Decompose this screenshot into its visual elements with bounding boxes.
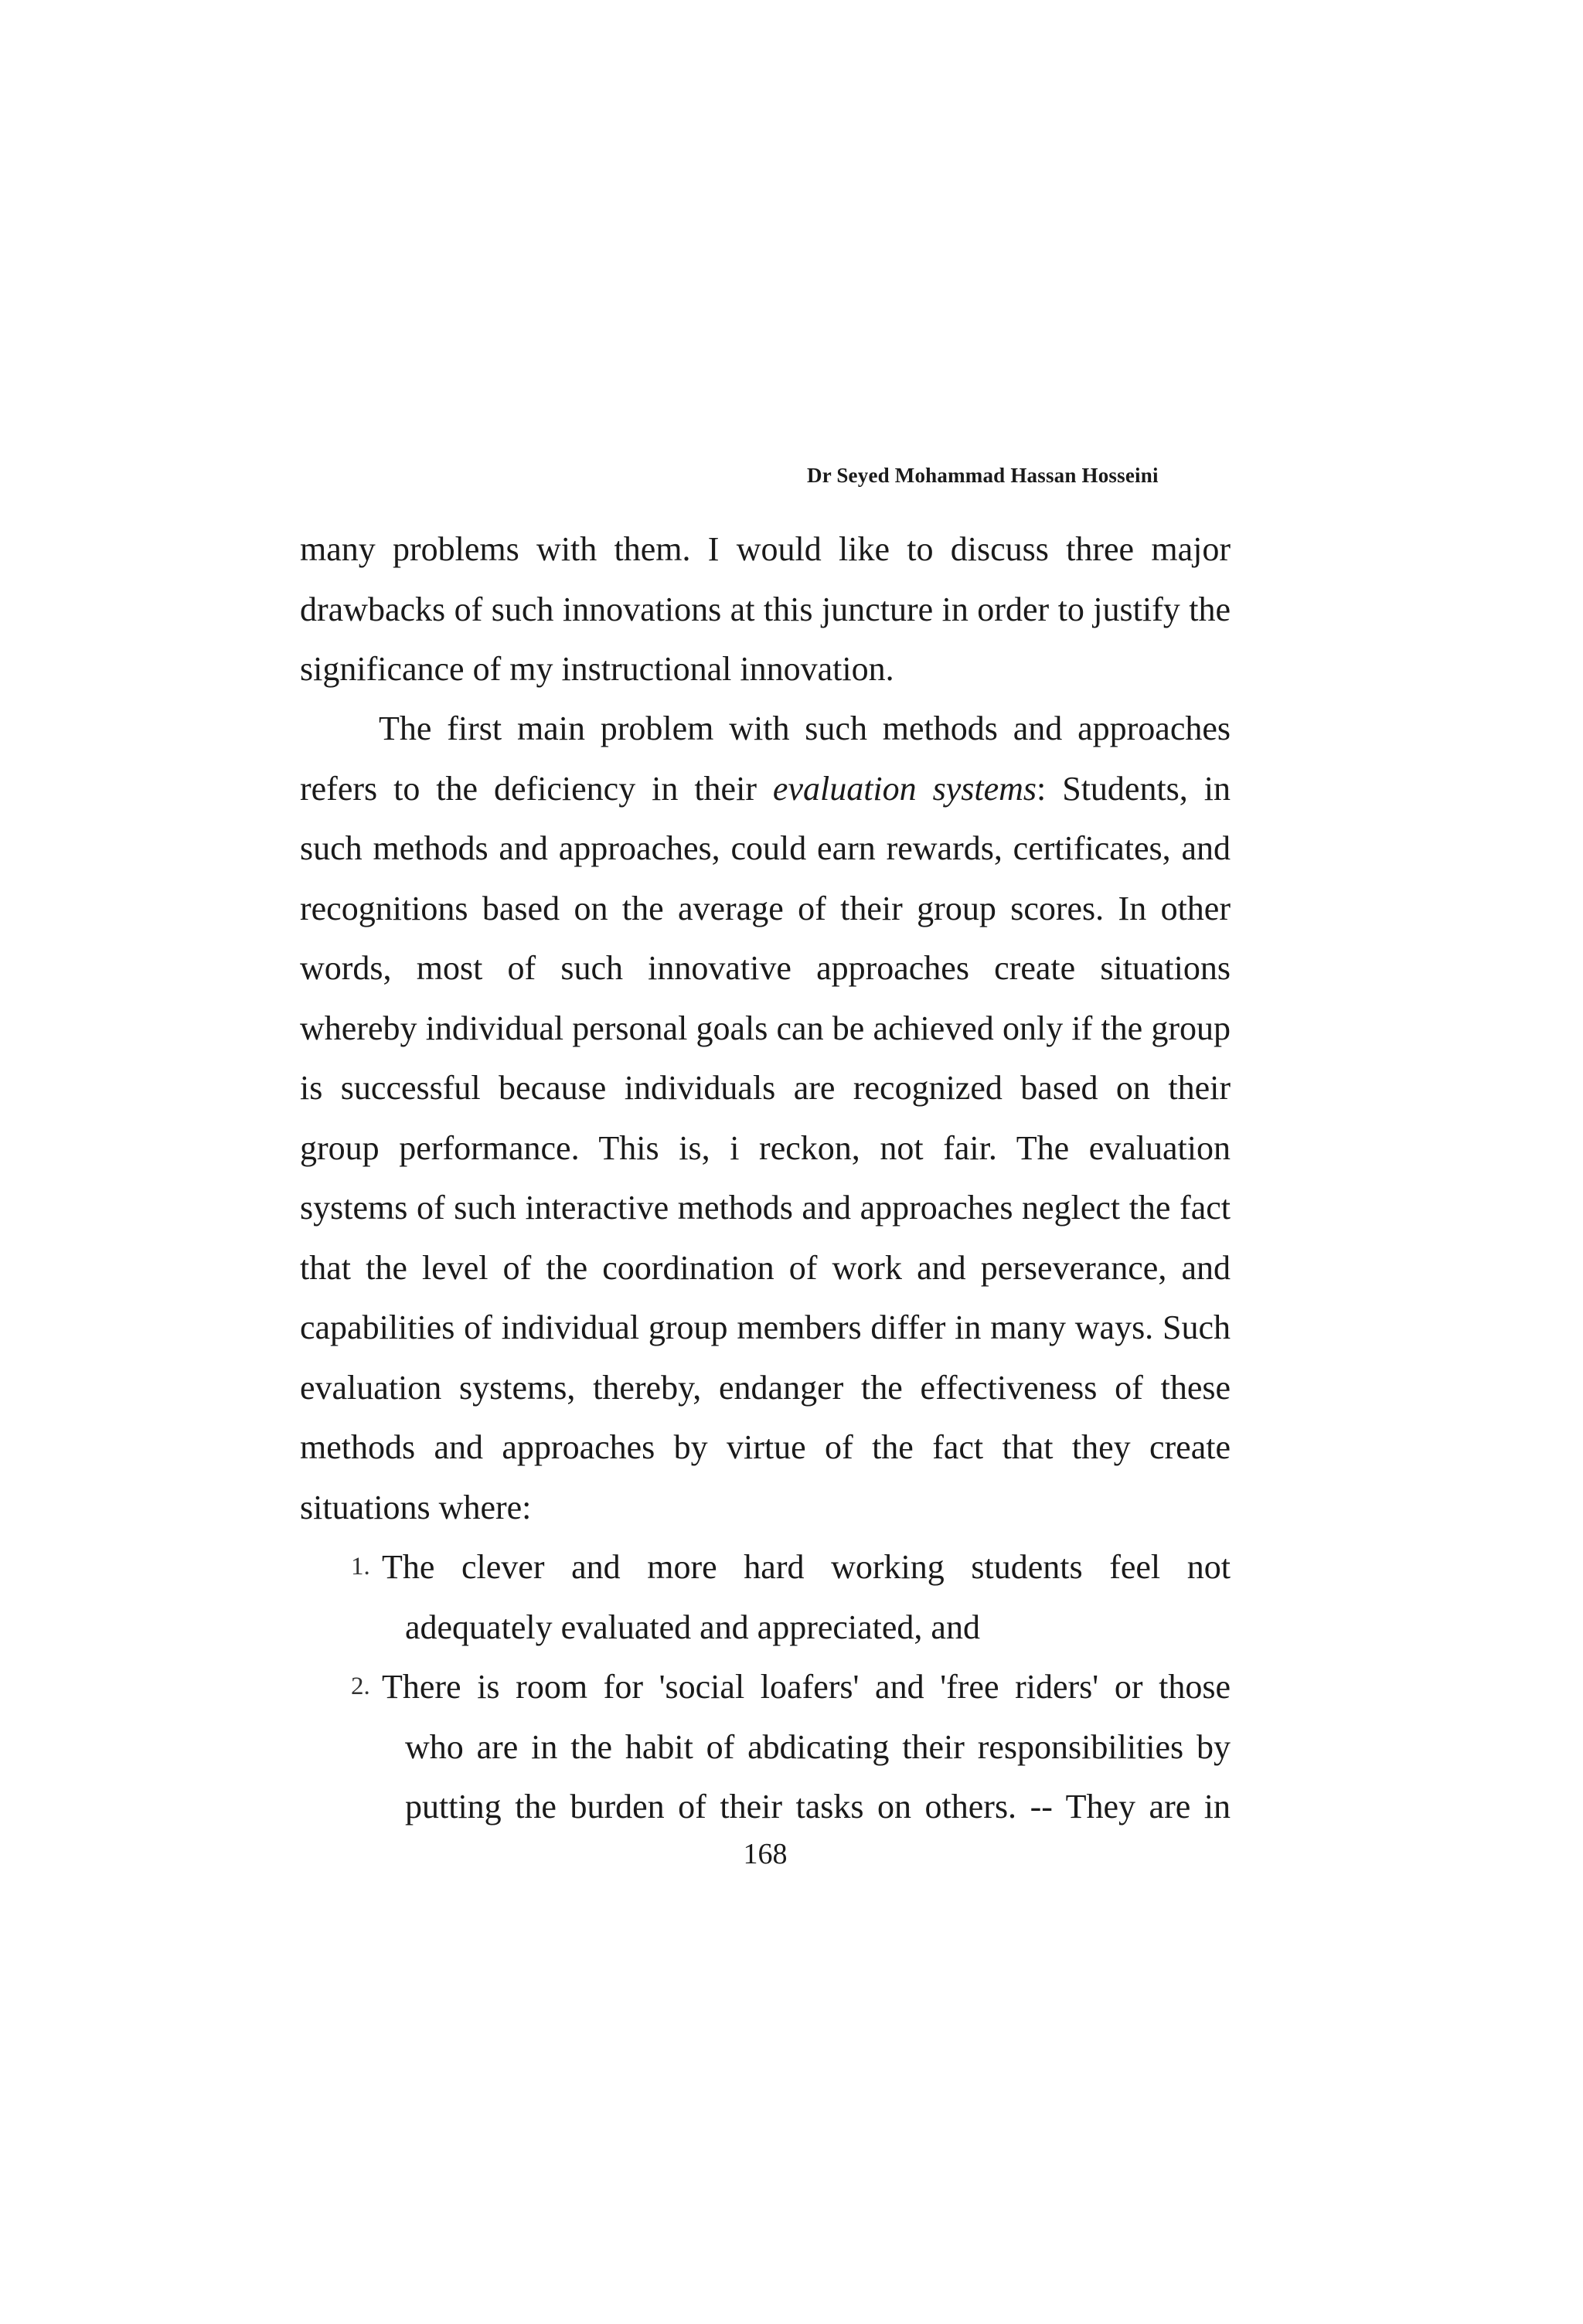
list-item-number: 1. [351,1553,370,1581]
running-header-author: Dr Seyed Mohammad Hassan Hosseini [807,464,1159,487]
numbered-list [300,1537,1231,1837]
list-item-continuation: who are in the habit of abdicating their responsibilities by putting the burden of their tasks on others. -- They are in [405,1727,1231,1826]
list-item [300,1537,1231,1657]
list-item-number: 2. [351,1672,370,1700]
emphasis-evaluation-systems: evaluation systems [772,769,1037,808]
list-item-first-line: The clever and more hard working students feel not [382,1548,1231,1586]
paragraph-1: many problems with them. I would like to discuss three major drawbacks of such innovations at this juncture in order to justify the significance of my instructional innovation. [300,530,1231,688]
list-item-first-line: There is room for 'social loafers' and 'free riders' or those [382,1668,1231,1706]
page-number: 168 [743,1838,788,1870]
list-item-continuation: adequately evaluated and appreciated, and [405,1608,980,1646]
paragraph-2 [300,699,1231,1537]
paragraph-2-text-start: The first main problem with such methods and approaches refers to the deficiency in their [300,709,1231,808]
paragraph-2-text-end: : Students, in such methods and approaches, could earn rewards, certificates, and recognitions based on the average of their group scores. In other words, most of such innovative approaches create situations whereby individual personal goals can be achieved only if the group is successful because individuals are recognized based on their group performance. This is, i reckon, not fair. The evaluation systems of such interactive methods and approaches neglect the fact that the level of the coordination of work and perseverance, and capabilities of individual group members differ in many ways. Such evaluation systems, thereby, endanger the effectiveness of these methods and approaches by virtue of the fact that they create situations where: [300,769,1231,1526]
list-item [300,1657,1231,1837]
